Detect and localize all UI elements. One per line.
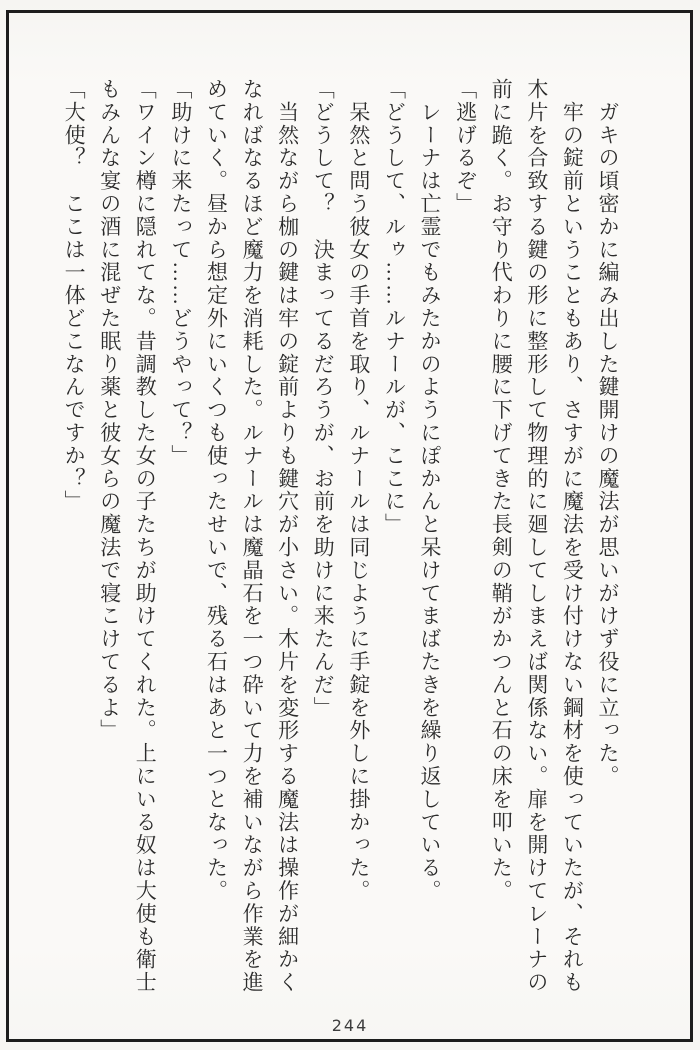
text-line: 「助けに来たって……どうやって？」 xyxy=(168,78,193,468)
text-line: 呆然と問う彼女の手首を取り、ルナールは同じように手錠を外しに掛かった。 xyxy=(346,78,371,903)
text-line: 「どうして、ルゥ……ルナールが、ここに」 xyxy=(382,78,407,536)
text-line: 「逃げるぞ」 xyxy=(453,78,478,216)
text-line: なればなるほど魔力を消耗した。ルナールは魔晶石を一つ砕いて力を補いながら作業を進 xyxy=(240,78,265,994)
page-text-block xyxy=(56,78,626,1000)
text-line: 「大使？ ここは一体どこなんですか？」 xyxy=(62,78,87,514)
text-line: めていく。昼から想定外にいくつも使ったせいで、残る石はあと一つとなった。 xyxy=(204,78,229,903)
text-line: レーナは亡霊でもみたかのようにぽかんと呆けてまばたきを繰り返している。 xyxy=(418,78,443,903)
text-line: 「ワイン樽に隠れてな。昔調教した女の子たちが助けてくれた。上にいる奴は大使も衛士 xyxy=(133,78,158,994)
page-number: 244 xyxy=(331,1016,369,1035)
text-line: 前に跪く。お守り代わりに腰に下げてきた長剣の鞘がかつんと石の床を叩いた。 xyxy=(489,78,514,903)
text-line: 「どうして？ 決まってるだろうが、お前を助けに来たんだ」 xyxy=(311,78,336,720)
text-line: もみんな宴の酒に混ぜた眠り薬と彼女らの魔法で寝こけてるよ」 xyxy=(97,78,122,743)
text-line: 牢の錠前ということもあり、さすがに魔法を受け付けない鋼材を使っていたが、それも xyxy=(560,78,585,994)
text-line: ガキの頃密かに編み出した鍵開けの魔法が思いがけず役に立った。 xyxy=(596,78,620,788)
text-line: 木片を合致する鍵の形に整形して物理的に廻してしまえば関係ない。扉を開けてレーナの xyxy=(524,78,549,994)
text-line: 当然ながら枷の鍵は牢の錠前よりも鍵穴が小さい。木片を変形する魔法は操作が細かく xyxy=(275,78,300,994)
